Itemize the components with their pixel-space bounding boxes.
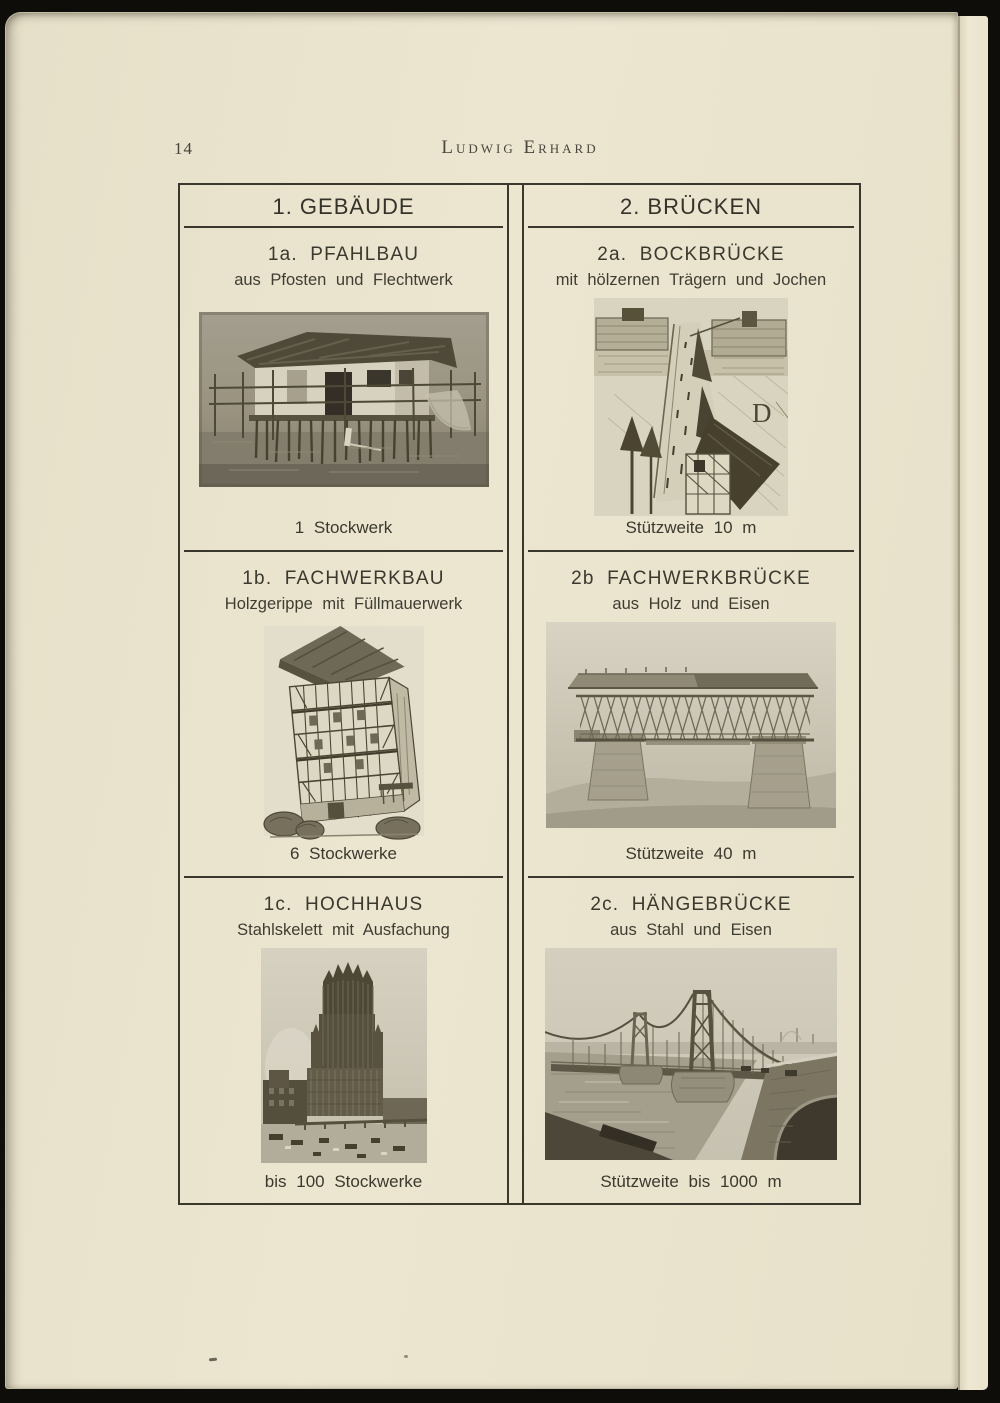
column-header-gebaeude: 1. GEBÄUDE (272, 194, 415, 219)
fachwerkbruecke-photo (546, 622, 836, 828)
cell-haengebruecke (524, 878, 858, 1204)
comparison-table (178, 183, 861, 1205)
page-number: 14 (174, 139, 193, 158)
cell-title: 1a. PFAHLBAU (267, 244, 420, 265)
cell-title: 2a. BOCKBRÜCKE (597, 244, 785, 265)
cell-subtitle: Holzgerippe mit Füllmauerwerk (224, 595, 463, 613)
scan-speck (404, 1355, 408, 1358)
cell-fachwerkbau (180, 552, 507, 876)
cell-caption: bis 100 Stockwerke (264, 1172, 423, 1191)
bockbruecke-engraving (594, 298, 788, 516)
cell-fachwerkbruecke (524, 552, 858, 876)
running-header: Ludwig Erhard (441, 137, 599, 158)
cell-bockbruecke (524, 228, 858, 550)
cell-title: 2b FACHWERKBRÜCKE (571, 568, 811, 589)
pfahlbau-photo (199, 312, 489, 487)
column-divider (507, 185, 524, 1203)
hochhaus-photo (261, 948, 427, 1163)
cell-caption: Stützweite 10 m (625, 518, 757, 537)
cell-subtitle: aus Holz und Eisen (612, 595, 770, 613)
adjacent-page-edge (958, 16, 988, 1390)
cell-caption: 1 Stockwerk (294, 518, 393, 537)
cell-hochhaus (180, 878, 507, 1204)
cell-subtitle: Stahlskelett mit Ausfachung (237, 921, 450, 939)
cell-subtitle: aus Pfosten und Flechtwerk (234, 271, 453, 289)
haengebruecke-photo (545, 948, 837, 1160)
cell-title: 1c. HOCHHAUS (263, 894, 424, 915)
cell-title: 1b. FACHWERKBAU (242, 568, 445, 589)
cell-caption: Stützweite 40 m (625, 844, 757, 863)
cell-caption: 6 Stockwerke (289, 844, 398, 863)
cell-subtitle: aus Stahl und Eisen (610, 921, 772, 939)
fachwerkhaus-drawing (258, 618, 430, 843)
cell-title: 2c. HÄNGEBRÜCKE (590, 894, 792, 915)
cell-subtitle: mit hölzernen Trägern und Jochen (555, 271, 827, 289)
cell-caption: Stützweite bis 1000 m (600, 1172, 782, 1191)
engraving-letter: D (752, 398, 772, 428)
cell-pfahlbau (180, 228, 507, 550)
column-header-bruecken: 2. BRÜCKEN (619, 194, 763, 219)
